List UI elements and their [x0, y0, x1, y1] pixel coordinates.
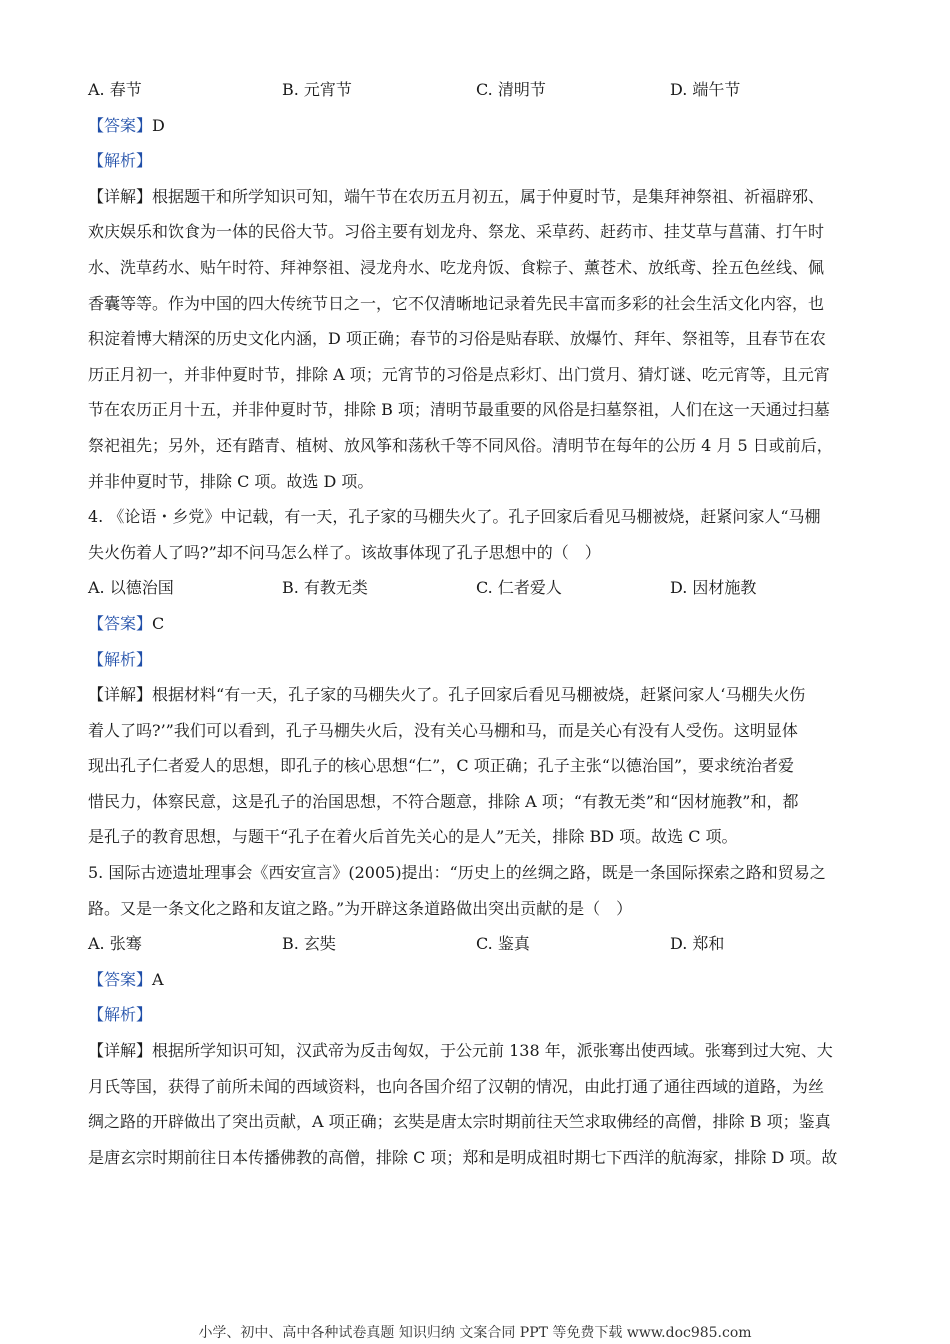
detail-line: 现出孔子仁者爱人的思想，即孔子的核心思想“仁”，C 项正确；孔子主张“以德治国”，要求统治者爱 [88, 756, 795, 776]
detail-line: 并非仲夏时节，排除 C 项。故选 D 项。 [88, 471, 374, 491]
answer-value: D [152, 115, 165, 135]
detail-text: 根据题干和所学知识可知，端午节在农历五月初五，属于仲夏时节，是集拜神祭祖、祈福辟邪、 [152, 186, 825, 206]
q4-option-d: D. 因材施教 [670, 578, 757, 598]
detail-line: 积淀着博大精深的历史文化内涵，D 项正确；春节的习俗是贴春联、放爆竹、拜年、祭祖等，且春节在农 [88, 329, 826, 349]
page-footer: 小学、初中、高中各种试卷真题 知识归纳 文案合同 PPT 等免费下载 www.doc985.com [198, 1325, 752, 1341]
stem-line: 4. 《论语・乡党》中记载，有一天，孔子家的马棚失火了。孔子回家后看见马棚被烧，赶紧问家人“马棚 [88, 507, 821, 527]
detail-line: 节在农历正月十五，并非仲夏时节，排除 B 项；清明节最重要的风俗是扫墓祭祖，人们在这一天通过扫墓 [88, 400, 830, 420]
q4-option-a: A. 以德治国 [88, 578, 174, 598]
q4-analysis [88, 642, 864, 678]
detail-line: 是孔子的教育思想，与题干“孔子在着火后首先关心的是人”无关，排除 BD 项。故选 C 项。 [88, 827, 738, 847]
answer-tag: 【答案】 [88, 969, 153, 989]
q3-answer [88, 108, 864, 144]
q3-option-b: B. 元宵节 [282, 80, 352, 99]
detail-tag: 【详解】 [88, 1041, 153, 1061]
q5-stem [88, 855, 864, 926]
detail-tag: 【详解】 [88, 186, 153, 206]
detail-line: 历正月初一，并非仲夏时节，排除 A 项；元宵节的习俗是点彩灯、出门赏月、猜灯谜、吃元宵等，且元宵 [88, 364, 830, 384]
q5-options [88, 926, 864, 962]
q3-option-d: D. 端午节 [670, 80, 741, 99]
detail-line [88, 677, 864, 713]
stem-line: 失火伤着人了吗?”却不问马怎么样了。该故事体现了孔子思想中的（ ） [88, 542, 601, 562]
detail-line: 欢庆娱乐和饮食为一体的民俗大节。习俗主要有划龙舟、祭龙、采草药、赶药市、挂艾草与菖蒲、打午时 [88, 222, 825, 242]
answer-tag: 【答案】 [88, 115, 153, 135]
q5-option-a: A. 张骞 [88, 934, 142, 954]
q5-option-c: C. 鉴真 [476, 934, 530, 954]
detail-text: 根据材料“有一天，孔子家的马棚失火了。孔子回家后看见马棚被烧，赶紧问家人‘马棚失火伤 [152, 685, 806, 705]
detail-line [88, 179, 864, 215]
detail-line: 是唐玄宗时期前往日本传播佛教的高僧，排除 C 项；郑和是明成祖时期七下西洋的航海家，排除 D 项。故 [88, 1147, 838, 1167]
detail-line: 月氏等国，获得了前所未闻的西域资料，也向各国介绍了汉朝的情况，由此打通了通往西域的道路，为丝 [88, 1076, 825, 1096]
stem-line: 路。又是一条文化之路和友谊之路。”为开辟这条道路做出突出贡献的是（ ） [88, 898, 633, 918]
q5-option-d: D. 郑和 [670, 934, 725, 954]
q5-detail [88, 1033, 864, 1175]
q3-option-a: A. 春节 [88, 80, 142, 99]
detail-line: 祭祀祖先；另外，还有踏青、植树、放风筝和荡秋千等不同风俗。清明节在每年的公历 4 月 5 日或前后， [88, 435, 833, 455]
answer-value: A [152, 969, 164, 989]
detail-line: 绸之路的开辟做出了突出贡献，A 项正确；玄奘是唐太宗时期前往天竺求取佛经的高僧，排除 B 项；鉴真 [88, 1112, 831, 1132]
analysis-tag: 【解析】 [88, 649, 153, 669]
q4-answer [88, 606, 864, 642]
document-page [88, 72, 864, 1175]
detail-line [88, 1033, 864, 1069]
detail-text: 根据所学知识可知，汉武帝为反击匈奴，于公元前 138 年，派张骞出使西域。张骞到过大宛、大 [152, 1041, 833, 1061]
stem-line: 5. 国际古迹遗址理事会《西安宣言》(2005)提出：“历史上的丝绸之路，既是一条国际探索之路和贸易之 [88, 863, 826, 883]
q3-detail [88, 179, 864, 499]
q4-detail [88, 677, 864, 855]
detail-line: 水、洗草药水、贴午时符、拜神祭祖、浸龙舟水、吃龙舟饭、食粽子、薰苍术、放纸鸢、拴五色丝线、佩 [88, 257, 825, 277]
q4-option-b: B. 有教无类 [282, 578, 368, 598]
answer-tag: 【答案】 [88, 613, 153, 633]
detail-line: 惜民力，体察民意，这是孔子的治国思想，不符合题意，排除 A 项；“有教无类”和“因材施教”和，都 [88, 791, 799, 811]
detail-line: 着人了吗?’”我们可以看到，孔子马棚失火后，没有关心马棚和马，而是关心有没有人受伤。这明显体 [88, 720, 798, 740]
detail-line: 香囊等等。作为中国的四大传统节日之一，它不仅清晰地记录着先民丰富而多彩的社会生活文化内容，也 [88, 293, 825, 313]
q5-option-b: B. 玄奘 [282, 934, 336, 954]
q4-stem [88, 499, 864, 570]
detail-tag: 【详解】 [88, 685, 153, 705]
q4-option-c: C. 仁者爱人 [476, 578, 562, 598]
analysis-tag: 【解析】 [88, 1005, 153, 1025]
q5-analysis [88, 997, 864, 1033]
q3-option-c: C. 清明节 [476, 80, 546, 99]
q3-analysis [88, 143, 864, 179]
analysis-tag: 【解析】 [88, 151, 153, 171]
answer-value: C [152, 613, 165, 633]
q4-options [88, 570, 864, 606]
q5-answer [88, 962, 864, 998]
q3-options [88, 72, 864, 108]
